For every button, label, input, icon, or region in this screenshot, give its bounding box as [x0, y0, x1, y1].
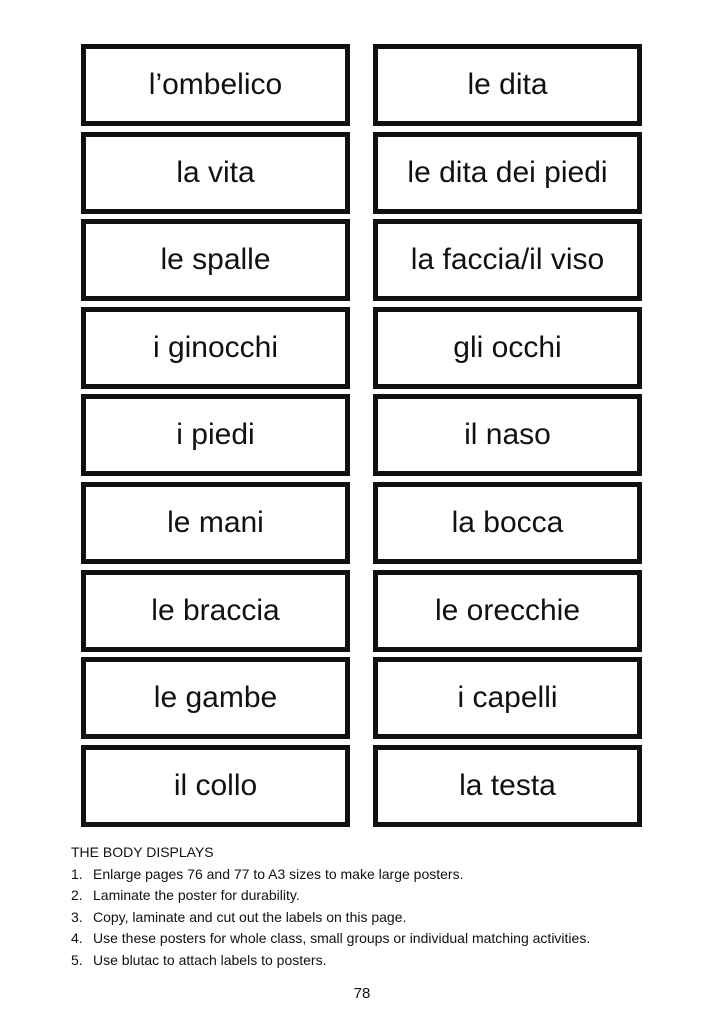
step-number: 3. [71, 908, 83, 925]
label-card-la-faccia-il-viso [373, 219, 642, 301]
label-text: le mani [167, 505, 264, 539]
instruction-step [71, 864, 691, 886]
step-number: 4. [71, 930, 83, 947]
label-text: il collo [173, 768, 258, 802]
label-card-le-mani [81, 482, 350, 564]
step-text: Copy, laminate and cut out the labels on this page. [93, 908, 407, 925]
step-text: Laminate the poster for durability. [93, 887, 300, 904]
instructions [71, 842, 691, 972]
label-card-le-spalle [81, 219, 350, 301]
label-text: la vita [176, 155, 255, 189]
label-card-il-collo [81, 745, 350, 827]
label-card-il-naso [373, 394, 642, 476]
instruction-step [71, 950, 691, 972]
step-number: 5. [71, 951, 83, 968]
label-card-le-dita-dei-piedi [373, 132, 642, 214]
label-card-i-piedi [81, 394, 350, 476]
label-card-la-testa [373, 745, 642, 827]
label-card-lombelico [81, 44, 350, 126]
label-text: la testa [459, 768, 556, 802]
step-number: 2. [71, 887, 83, 904]
instruction-step [71, 907, 691, 929]
instruction-step [71, 885, 691, 907]
label-card-le-orecchie [373, 570, 642, 652]
label-card-le-gambe [81, 657, 350, 739]
label-card-la-bocca [373, 482, 642, 564]
label-card-le-dita [373, 44, 642, 126]
step-text: Enlarge pages 76 and 77 to A3 sizes to make large posters. [93, 865, 464, 882]
instructions-list [71, 864, 691, 972]
step-number: 1. [71, 865, 83, 882]
label-card-la-vita [81, 132, 350, 214]
label-grid [81, 44, 642, 827]
label-text: il naso [464, 418, 551, 452]
label-text: le orecchie [434, 593, 581, 627]
instructions-title: THE BODY DISPLAYS [71, 844, 214, 860]
instruction-step [71, 928, 691, 950]
label-text: i capelli [457, 681, 558, 715]
label-text: la bocca [451, 505, 564, 539]
label-text: l’ombelico [148, 68, 283, 101]
label-card-le-braccia [81, 570, 350, 652]
step-text: Use these posters for whole class, small groups or individual matching activities. [93, 930, 591, 947]
label-text: le spalle [160, 243, 271, 277]
label-card-i-ginocchi [81, 307, 350, 389]
label-card-i-capelli [373, 657, 642, 739]
label-text: i ginocchi [152, 330, 279, 364]
label-text: le braccia [151, 593, 280, 627]
label-text: le gambe [153, 681, 278, 715]
label-card-gli-occhi [373, 307, 642, 389]
label-text: le dita dei piedi [407, 155, 608, 189]
page-number: 78 [353, 985, 371, 1002]
label-text: la faccia/il viso [410, 243, 605, 277]
label-text: le dita [467, 68, 548, 101]
label-text: i piedi [176, 418, 255, 452]
label-text: gli occhi [453, 330, 562, 364]
step-text: Use blutac to attach labels to posters. [93, 951, 327, 968]
